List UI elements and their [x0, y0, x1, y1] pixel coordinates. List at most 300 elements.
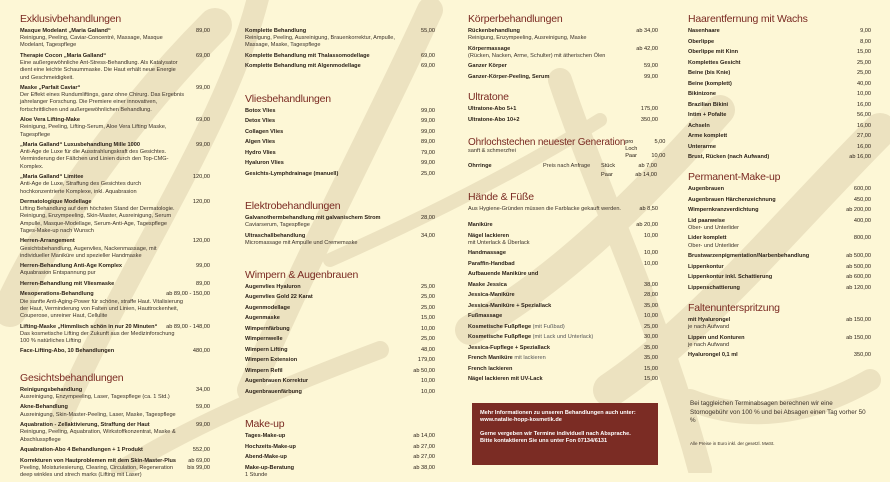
item-name: Botox Vlies	[245, 107, 276, 114]
item-name: „Maria Galland“ Limitee	[20, 174, 84, 181]
price-list-item	[20, 238, 210, 260]
item-name: Hyalurongel 0,1 ml	[688, 352, 738, 359]
price-list-item	[245, 305, 435, 312]
item-price: ab 89,00 - 148,00	[166, 323, 210, 330]
item-description: Gesichtsbehandlung, Augenvlies, Nackenmassage, mit individueller Maniküre und spezieller Handmaske	[20, 245, 157, 259]
item-name: Hochzeits-Make-up	[245, 443, 296, 450]
price-list-item	[245, 454, 435, 461]
item-price: ab 38,00	[413, 464, 435, 471]
item-name: Brust, Rücken (nach Aufwand)	[688, 154, 770, 160]
item-price: 35,00	[644, 355, 658, 362]
item-description: Ober- und Unterlider	[688, 242, 739, 249]
item-name: Masque Modelant „Maria Galland“	[20, 28, 111, 34]
item-name: Mesoperations-Behandlung	[20, 291, 94, 298]
item-price: 10,00	[644, 313, 658, 320]
item-name: Brazilian Bikini	[688, 101, 729, 108]
item-name: Komplettes Gesicht	[688, 59, 741, 66]
item-price: 8,00	[860, 38, 871, 45]
item-price: 30,00	[644, 334, 658, 341]
item-name: Augenvlies Gold 22 Karat	[245, 294, 313, 301]
item-price: 99,00	[421, 107, 435, 114]
price-list-item	[688, 49, 871, 56]
wimpern-list	[245, 284, 435, 396]
item-name: Jessica-Maniküre	[468, 292, 515, 299]
item-name: Aufbauende Maniküre und	[468, 271, 539, 278]
item-name: Nägel lackieren	[468, 232, 510, 239]
item-name: French Maniküre mit lackieren	[468, 355, 546, 362]
price-list-item	[245, 108, 435, 115]
item-description: (Rücken, Nacken, Arme, Schulter) mit ätherischen Ölen	[468, 52, 606, 59]
price-list-item	[20, 404, 210, 418]
ohrringe-row	[468, 163, 658, 178]
price-list-item	[688, 352, 871, 359]
item-price: 10,00	[644, 260, 658, 267]
item-price: ab 42,00	[636, 45, 658, 52]
item-description: Anti-Age de Luxe, Straffung des Gesichtes durch hochkonzentrierte Komplexe, inkl. Aquabrasion	[20, 181, 142, 195]
item-name: Dermatologique Modellage	[20, 199, 92, 206]
price-list-item	[688, 144, 871, 151]
section-title-ultratone: Ultratone	[468, 91, 509, 104]
price-list-item	[245, 347, 435, 354]
section-title-vlies: Vliesbehandlungen	[245, 92, 331, 105]
item-description: Der Effekt eines Rundumliftings, ganz ohne Chirurg. Das Ergebnis jahrelanger Forschung. Die Premiere einer innovativen, fortschrittlichen und außergewöhnlichen Behandlung.	[20, 92, 185, 113]
item-name: Intim + Pofalte	[688, 112, 727, 118]
price-list-item	[245, 357, 435, 364]
item-price: ab 200,00	[846, 207, 871, 214]
item-price: 15,00	[421, 315, 435, 322]
price-list-item	[20, 348, 210, 355]
price-list-item	[688, 235, 871, 249]
item-description: Reinigung, Enzympeeling, Ausreinigung, Maske	[468, 35, 587, 42]
item-name: Unterarme	[688, 143, 716, 150]
item-price: 48,00	[421, 346, 435, 353]
price-list-item	[688, 39, 871, 46]
price-list-item	[688, 317, 871, 331]
price-list-item	[468, 271, 658, 278]
item-name: Aquabration-Abo 4 Behandlungen + 1 Produkt	[20, 447, 143, 453]
item-name: Galvanothermbehandlung mit galvanischem Strom	[245, 214, 381, 221]
item-name: Wimpernwelle	[245, 336, 283, 343]
item-name: Beine (komplett)	[688, 80, 732, 87]
item-price: 69,00	[196, 52, 210, 59]
item-price: 28,00	[421, 214, 435, 221]
item-name: Maske Jessica	[468, 281, 507, 288]
item-name: Wimpernfärbung	[245, 325, 290, 332]
item-name: Herren-Behandlung mit Vliesmaske	[20, 280, 115, 287]
item-price: 15,00	[857, 49, 871, 55]
item-price: 16,00	[857, 122, 871, 129]
item-price: 25,00	[421, 170, 435, 177]
item-price-max: bis 99,00	[187, 464, 210, 471]
item-price: 800,00	[853, 235, 871, 242]
permanent-list	[688, 186, 871, 292]
ohrloch-price-2: 10,00	[651, 153, 666, 160]
item-description: Die sanfte Anti-Aging-Power für schöne, straffe Haut. Vitalisierung der Haut, Verminderung von Falten und Linien, Hauttrockenheit, Couperose, unreiner Haut, Cellulite	[20, 298, 184, 320]
price-list-item	[245, 336, 435, 343]
column-2	[245, 0, 435, 482]
price-list-item	[688, 186, 871, 193]
section-title-permanent: Permanent-Make-up	[688, 171, 781, 184]
item-name: „Maria Galland“ Luxusbehandlung Mille 1000	[20, 142, 140, 149]
item-price: 120,00	[192, 238, 210, 245]
price-list-item	[20, 174, 210, 196]
item-price: ab 69,00	[188, 457, 210, 464]
price-list-item	[245, 326, 435, 333]
item-price: ab 34,00	[636, 28, 658, 34]
column-1	[20, 0, 210, 482]
price-list-item	[468, 355, 658, 362]
item-name: Face-Lifting-Abo, 10 Behandlungen	[20, 348, 115, 355]
item-price: 99,00	[421, 160, 435, 167]
section-title-ohrloch: Ohrlochstechen neuester Generation	[468, 136, 626, 148]
item-price: ab 120,00	[846, 284, 871, 291]
item-description: Ausreinigung, Skin-Master-Peeling, Laser, Maske, Tagespflege	[20, 411, 176, 418]
elektro-list	[245, 215, 435, 247]
price-list-item	[688, 91, 871, 98]
ohrloch-unit-1: pro Loch	[625, 138, 638, 153]
item-name: Nägel lackieren mit UV-Lack	[468, 376, 543, 383]
price-list-item	[468, 282, 658, 289]
price-list-item	[20, 291, 210, 320]
item-price: 175,00	[640, 106, 658, 113]
section-title-falten: Faltenunterspritzung	[688, 301, 780, 314]
price-list-item	[245, 284, 435, 291]
item-name: Kosmetische Fußpflege (mit Fußbad)	[468, 323, 565, 330]
item-name: Komplette Behandlung mit Thalassomodellage	[245, 52, 370, 59]
item-price: 34,00	[196, 386, 210, 393]
section-title-wachs: Haarentfernung mit Wachs	[688, 13, 808, 25]
price-list-item	[20, 142, 210, 171]
price-list-item	[688, 28, 871, 35]
gesicht-list	[20, 387, 210, 479]
item-name: Ultraschallbehandlung	[245, 232, 306, 239]
item-price: ab 27,00	[413, 454, 435, 461]
price-list-item	[245, 63, 435, 70]
item-name: Lippenkontur inkl. Schattierung	[688, 274, 773, 281]
section-title-koerper: Körperbehandlungen	[468, 13, 563, 25]
item-description: Ausreinigung, Enzympeeling, Laser, Tagespflege (ca. 1 Std.)	[20, 393, 170, 400]
price-list-item	[245, 215, 435, 229]
item-price: 79,00	[421, 149, 435, 156]
item-price: 10,00	[421, 325, 435, 332]
info-box	[472, 403, 658, 465]
item-price: 89,00	[421, 139, 435, 146]
item-name: Augenbrauen Härchenzeichnung	[688, 196, 776, 203]
koerper-list	[468, 28, 658, 81]
item-price: ab 50,00	[413, 367, 435, 374]
item-description: Aquabrasion Entspannung pur	[20, 270, 96, 277]
item-price: 25,00	[857, 70, 871, 76]
item-name: Reinigungsbehandlung	[20, 386, 83, 393]
ohrringe-prices	[601, 163, 657, 178]
item-price: 9,00	[860, 28, 871, 34]
price-list-item	[468, 74, 658, 81]
item-price: ab 150,00	[846, 316, 871, 323]
price-list-item	[245, 294, 435, 301]
ohrloch-price-1: 5,00	[654, 138, 666, 145]
item-price: 10,00	[644, 250, 658, 257]
price-list-item	[468, 292, 658, 299]
ohrloch-header	[468, 136, 666, 161]
item-price: 99,00	[196, 142, 210, 149]
item-name: Oberlippe	[688, 38, 715, 45]
item-name: Ganzer Körper	[468, 63, 507, 70]
price-list-item	[20, 117, 210, 139]
price-list-item	[245, 150, 435, 157]
item-name: Augenmaske	[245, 315, 280, 322]
item-price: 35,00	[644, 302, 658, 309]
item-description: Anti-Age de Luxe für die Ausstrahlungskraft des Gesichtes. Verminderung der Fältchen und Linien durch den Top-CMG-Komplex.	[20, 149, 169, 170]
item-price: ab 89,00 - 150,00	[166, 291, 210, 298]
item-name: Arme komplett	[688, 133, 728, 139]
price-list-item	[20, 422, 210, 444]
item-price: 552,00	[192, 447, 210, 453]
price-list-item	[245, 378, 435, 385]
item-price: 480,00	[192, 348, 210, 355]
item-price: ab 16,00	[849, 154, 871, 160]
price-list-item	[245, 139, 435, 146]
item-price: 59,00	[196, 404, 210, 411]
item-name: Kosmetische Fußpflege (mit Lack und Unterlack)	[468, 334, 594, 341]
item-price: 55,00	[421, 28, 435, 34]
item-price: 99,00	[196, 85, 210, 92]
section-title-exklusiv: Exklusivbehandlungen	[20, 13, 122, 25]
item-price: 350,00	[853, 352, 871, 359]
price-list-item	[20, 28, 210, 50]
item-price: ab 500,00	[846, 263, 871, 270]
ohrringe-note: Preis nach Anfrage	[543, 163, 591, 170]
item-description: Caviarserum, Tagespflege	[245, 222, 310, 229]
price-list-item	[245, 315, 435, 322]
ohrringe-name: Ohrringe	[468, 163, 492, 170]
item-name: Wimpern Lifting	[245, 346, 288, 353]
item-name: Ganzer-Körper-Peeling, Serum	[468, 73, 550, 80]
item-name: Lifting-Maske „Himmlisch schön in nur 20 Minuten“	[20, 323, 158, 330]
item-name: Herren-Arrangement	[20, 238, 75, 245]
item-name: Wimpern Refil	[245, 367, 283, 374]
column-4	[688, 0, 871, 363]
ohrringe-unit-2: Paar	[601, 171, 613, 178]
item-name: Lippen und Konturen	[688, 334, 745, 341]
item-price: 600,00	[853, 186, 871, 193]
ohrloch-prices	[625, 139, 665, 161]
price-list-item	[688, 207, 871, 214]
price-list-item	[468, 261, 658, 268]
price-list-item	[245, 465, 435, 479]
item-price: 25,00	[421, 283, 435, 290]
item-description: Reinigung, Peeling, Lifting-Serum, Aloe Vera Lifting Maske, Tagespflege	[20, 124, 167, 138]
item-price: 10,00	[857, 91, 871, 97]
item-price: ab 20,00	[636, 222, 658, 229]
item-name: Jessica-Maniküre + Speziallack	[468, 302, 552, 309]
item-name: Brustwarzenpigmentation/Narbenbehandlung	[688, 253, 810, 260]
item-price: 69,00	[421, 52, 435, 59]
ohrringe-unit-1: Stück	[601, 163, 615, 170]
item-price: 10,00	[421, 378, 435, 385]
item-description: mit Unterlack & Überlack	[468, 239, 530, 246]
price-list-item	[688, 264, 871, 271]
price-list-item	[245, 389, 435, 396]
item-price: 34,00	[421, 232, 435, 239]
website-link[interactable]: www.natalie-hopp-kosmetik.de	[480, 417, 562, 424]
price-list-item	[468, 303, 658, 310]
item-price: 400,00	[853, 217, 871, 224]
price-list-item	[688, 218, 871, 232]
item-price: 15,00	[644, 365, 658, 372]
item-price: 99,00	[421, 128, 435, 135]
item-price: ab 500,00	[846, 253, 871, 260]
item-name: Augenvlies Hyaluron	[245, 283, 301, 290]
item-name: Abend-Make-up	[245, 454, 287, 461]
item-name: Oberlippe mit Kinn	[688, 49, 739, 55]
price-list-item	[688, 335, 871, 349]
item-name: Rückenbehandlung	[468, 28, 520, 34]
price-list-item	[468, 366, 658, 373]
item-description: Peeling, Moisturiesierung, Clearing, Circulation, Regeneration deep winkles und strech marks (Lifting mit Laser)	[20, 464, 173, 478]
ohrloch-unit-2: Paar	[625, 153, 638, 160]
column-3	[468, 0, 666, 387]
price-list-item	[688, 123, 871, 130]
item-price: 350,00	[640, 116, 658, 123]
item-price: 179,00	[417, 357, 435, 364]
exklusiv-list	[20, 28, 210, 356]
price-list-item	[245, 171, 435, 178]
price-list-item	[468, 376, 658, 383]
item-name: Handmassage	[468, 250, 506, 257]
ultratone-list	[468, 106, 658, 124]
item-price: 120,00	[192, 174, 210, 181]
item-name: Aloe Vera Lifting-Make	[20, 117, 80, 124]
item-price: 25,00	[421, 304, 435, 311]
price-list-item	[688, 112, 871, 119]
item-description: Lifting Behandlung auf dem höchsten Stand der Dermatologie. Reinigung, Enzympeeling, Skin-Master, Ausreinigung, Serum Ampulle, Masque-Modellage, Serum-Anti-Age, Tagespflege Tages-Make-up nach Wunsch	[20, 206, 175, 234]
price-list-item	[468, 345, 658, 352]
price-list-item	[468, 28, 658, 42]
price-list-item	[245, 444, 435, 451]
item-name: Fußmassage	[468, 313, 503, 320]
item-price: 10,00	[421, 388, 435, 395]
info-line-3: Gerne vergeben wir Termine individuell nach Absprache.	[480, 430, 631, 437]
item-price: 89,00	[196, 28, 210, 34]
item-price: 25,00	[421, 294, 435, 301]
price-list-item	[245, 368, 435, 375]
item-description: Reinigung, Peeling, Ausreinigung, Brauenkorrektur, Ampulle, Massage, Maske, Tagespflege	[245, 35, 395, 49]
item-name: Akne-Behandlung	[20, 404, 68, 411]
price-list-item	[688, 197, 871, 204]
item-name: Hyaluron Vlies	[245, 160, 284, 167]
item-price: 450,00	[853, 196, 871, 203]
item-name: Komplette Behandlung mit Algenmodellage	[245, 63, 361, 70]
item-price: 28,00	[644, 292, 658, 299]
item-price: 25,00	[644, 323, 658, 330]
item-price: 15,00	[644, 376, 658, 383]
vlies-list	[245, 108, 435, 178]
item-price: 10,00	[644, 232, 658, 239]
price-list-item	[468, 117, 658, 124]
ohrloch-subtitle: sanft & schmerzfrei	[468, 147, 516, 154]
item-price: ab 27,00	[413, 443, 435, 450]
price-list-item	[20, 324, 210, 346]
item-name: Hydro Vlies	[245, 149, 276, 156]
phone-contact: Bitte kontaktieren Sie uns unter Fon 07134/6131	[480, 438, 608, 445]
item-name: Therapie Cocon „Maria Galland“	[20, 52, 107, 59]
item-description: 1 Stunde	[245, 471, 268, 478]
makeup-list	[245, 433, 435, 479]
item-price: 99,00	[196, 422, 210, 429]
item-name: Lippenschattierung	[688, 284, 740, 291]
price-list-item	[688, 102, 871, 109]
price-list-item	[468, 324, 658, 331]
price-list-item	[688, 133, 871, 140]
hygiene-note: Aus Hygiene-Gründen müssen die Farblacke gekauft werden. ab 8,50	[468, 205, 658, 212]
item-price: ab 150,00	[846, 334, 871, 341]
item-name: Algen Vlies	[245, 139, 276, 146]
item-name: Lider komplett	[688, 235, 727, 242]
price-list-item	[20, 85, 210, 114]
item-name: Wimpern Extension	[245, 357, 298, 364]
tax-note: Alle Preise in Euro inkl. der gesetzl. MwSt.	[690, 441, 775, 446]
komplett-list	[245, 28, 435, 71]
item-price: 25,00	[421, 336, 435, 343]
item-name: mit Hyalurongel	[688, 316, 731, 323]
item-price: 56,00	[857, 112, 871, 118]
section-title-wimpern: Wimpern & Augenbrauen	[245, 268, 359, 281]
haende-list	[468, 222, 658, 383]
item-price: 25,00	[857, 59, 871, 66]
price-list-item	[688, 285, 871, 292]
price-list-item	[468, 250, 658, 257]
item-price: 69,00	[196, 117, 210, 124]
item-name: Tages-Make-up	[245, 433, 286, 440]
item-name: Augenbrauen Korrektur	[245, 378, 309, 385]
item-name: Bikinizone	[688, 91, 716, 97]
item-name: Lid paarweise	[688, 217, 725, 224]
item-price: ab 600,00	[846, 274, 871, 281]
price-list-item	[245, 118, 435, 125]
item-name: Komplette Behandlung	[245, 28, 307, 34]
item-name: French lackieren	[468, 365, 513, 372]
item-name: Augenbrauen	[688, 186, 725, 193]
item-price: 35,00	[644, 344, 658, 351]
item-name: Nasenhaare	[688, 28, 720, 34]
price-list-item	[688, 154, 871, 161]
item-name: Jessica-Fupflege + Speziallack	[468, 344, 550, 351]
price-list-item	[20, 199, 210, 235]
item-description: Reinigung, Peeling, Aquabration, Wirkstoffkonzentrat, Maske & Abschlusspflege	[20, 429, 176, 443]
item-name: Achseln	[688, 122, 710, 129]
item-price: 59,00	[644, 63, 658, 70]
price-list-item	[688, 70, 871, 77]
item-name: Paraffin-Handbad	[468, 260, 515, 267]
item-price: 40,00	[857, 80, 871, 87]
item-description: je nach Aufwand	[688, 341, 730, 348]
item-price: ab 14,00	[413, 433, 435, 440]
item-name: Herren-Behandlung Anti-Age Komplex	[20, 263, 123, 270]
section-title-makeup: Make-up	[245, 418, 285, 431]
section-title-gesicht: Gesichtsbehandlungen	[20, 371, 124, 384]
price-list-item	[245, 160, 435, 167]
price-list-item	[468, 313, 658, 320]
item-description: Eine außergewöhnliche Ant-Stress-Behandlung. Als Katalysator dient eine leichte Schaummaske. Die Haut erhält neue Energie und Geschmeidigkeit.	[20, 60, 178, 81]
item-price: 99,00	[421, 118, 435, 125]
item-description: Das kosmetische Lifting der Zukunft aus der Medizinforschung 100 % natürliches Lifting	[20, 330, 175, 344]
section-title-haende: Hände & Füße	[468, 190, 534, 203]
info-line-1: Mehr Informationen zu unseren Behandlungen auch unter:	[480, 410, 636, 416]
price-list-item	[688, 60, 871, 67]
item-price: 16,00	[857, 101, 871, 108]
item-price: 27,00	[857, 133, 871, 139]
price-list-item	[468, 222, 658, 229]
